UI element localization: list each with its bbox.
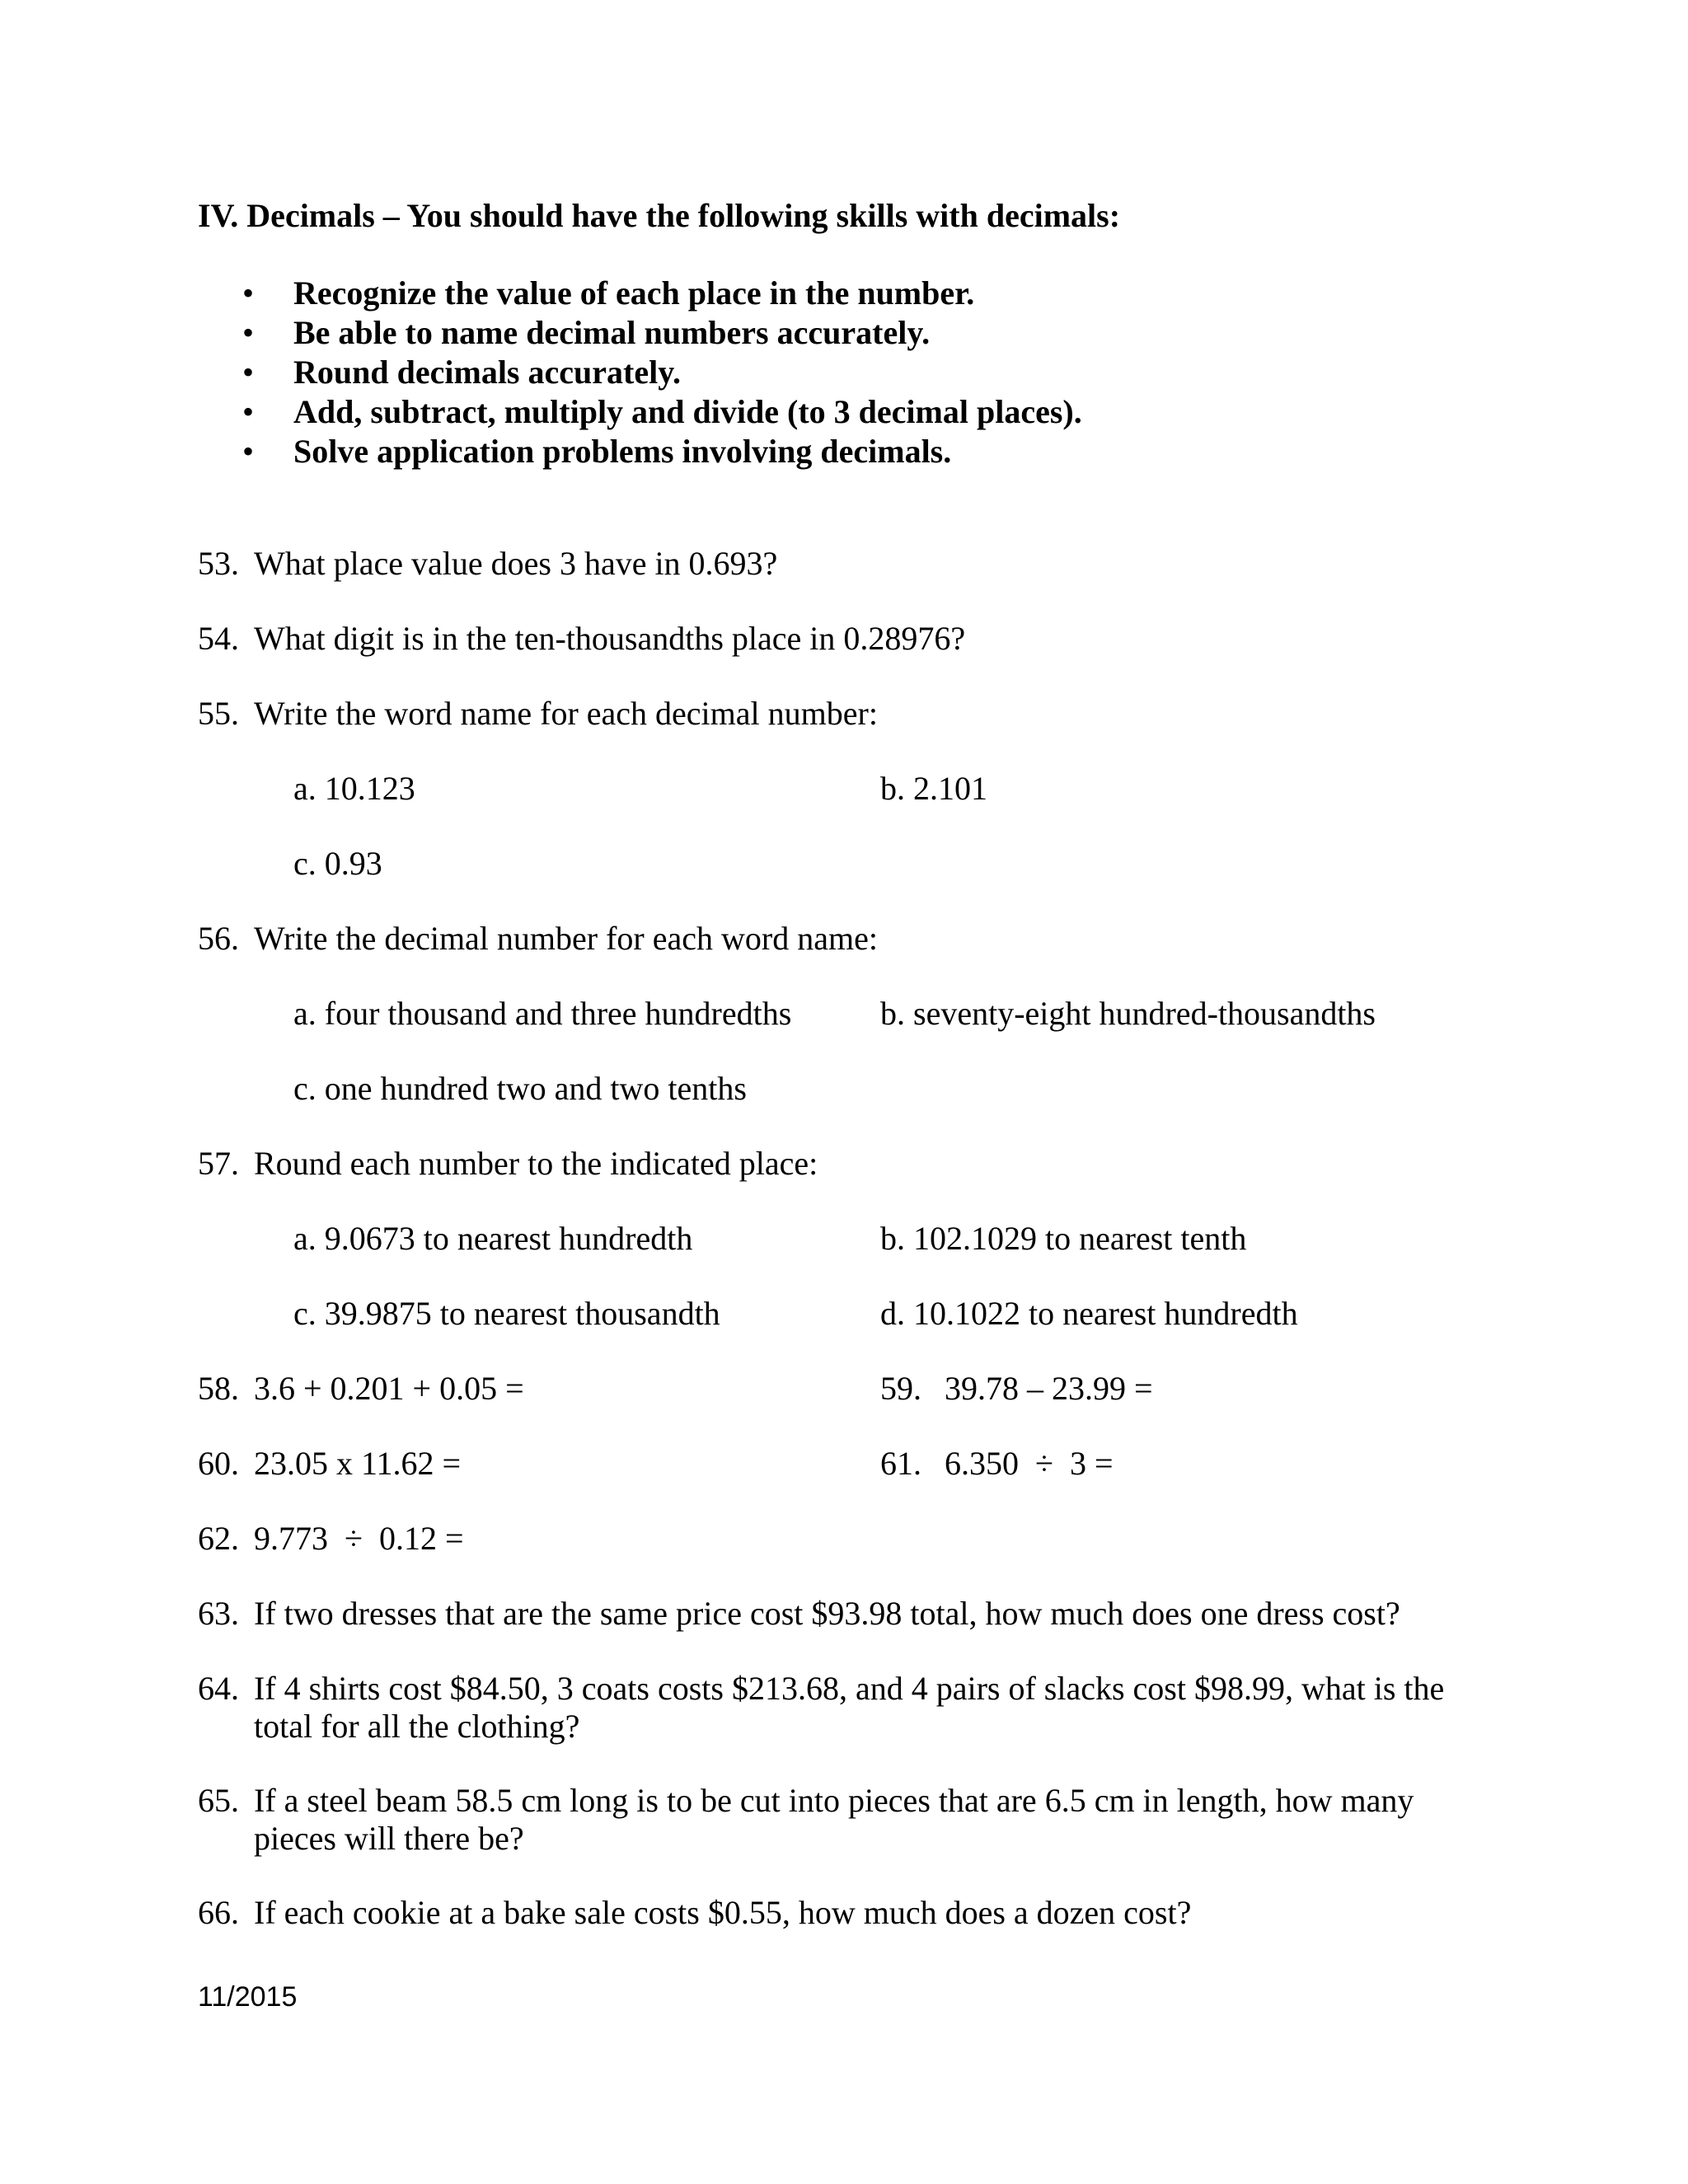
skill-text: Be able to name decimal numbers accurately. <box>293 314 931 351</box>
question-text: If each cookie at a bake sale costs $0.55, how much does a dozen cost? <box>254 1894 1192 1931</box>
question-number: 66. <box>198 1894 239 1931</box>
question-number: 55. <box>198 695 239 732</box>
question-number: 63. <box>198 1595 239 1632</box>
question-text-line-2: pieces will there be? <box>254 1820 524 1857</box>
skill-text: Round decimals accurately. <box>293 354 681 391</box>
question-number: 60. <box>198 1445 239 1482</box>
question-57-part-c: c. 39.9875 to nearest thousandth <box>293 1295 720 1332</box>
question-text-line-1: If 4 shirts cost $84.50, 3 coats costs $213.68, and 4 pairs of slacks cost $98.99, what is the <box>254 1670 1445 1707</box>
bullet-icon: • <box>242 393 255 430</box>
question-text-line-1: If a steel beam 58.5 cm long is to be cut into pieces that are 6.5 cm in length, how many <box>254 1782 1414 1819</box>
question-text: 3.6 + 0.201 + 0.05 = <box>254 1370 524 1407</box>
question-number: 58. <box>198 1370 239 1407</box>
question-55-part-b: b. 2.101 <box>880 770 987 807</box>
question-text: If two dresses that are the same price cost $93.98 total, how much does one dress cost? <box>254 1595 1400 1632</box>
question-text-line-2: total for all the clothing? <box>254 1708 580 1745</box>
bullet-icon: • <box>242 274 255 312</box>
question-text: 39.78 – 23.99 = <box>945 1370 1153 1407</box>
bullet-icon: • <box>242 433 255 470</box>
bullet-icon: • <box>242 354 255 391</box>
question-number: 53. <box>198 545 239 582</box>
question-text: 9.773 ÷ 0.12 = <box>254 1520 464 1557</box>
question-number: 56. <box>198 920 239 957</box>
question-57-part-b: b. 102.1029 to nearest tenth <box>880 1220 1247 1257</box>
skill-text: Solve application problems involving decimals. <box>293 433 952 470</box>
question-number: 64. <box>198 1670 239 1707</box>
question-56-part-b: b. seventy-eight hundred-thousandths <box>880 995 1376 1032</box>
question-text: 6.350 ÷ 3 = <box>945 1445 1114 1482</box>
footer-date: 11/2015 <box>198 1981 298 2013</box>
question-text: Round each number to the indicated place: <box>254 1145 818 1182</box>
section-heading: IV. Decimals – You should have the following skills with decimals: <box>198 197 1121 234</box>
question-text: Write the decimal number for each word name: <box>254 920 878 957</box>
question-number: 62. <box>198 1520 239 1557</box>
question-text: Write the word name for each decimal number: <box>254 695 878 732</box>
question-number: 65. <box>198 1782 239 1819</box>
question-56-part-a: a. four thousand and three hundredths <box>293 995 792 1032</box>
question-number: 61. <box>880 1445 921 1482</box>
question-number: 54. <box>198 620 239 657</box>
question-57-part-d: d. 10.1022 to nearest hundredth <box>880 1295 1298 1332</box>
question-number: 59. <box>880 1370 921 1407</box>
question-text: 23.05 x 11.62 = <box>254 1445 462 1482</box>
question-55-part-a: a. 10.123 <box>293 770 415 807</box>
question-55-part-c: c. 0.93 <box>293 845 382 882</box>
question-57-part-a: a. 9.0673 to nearest hundredth <box>293 1220 693 1257</box>
skill-text: Add, subtract, multiply and divide (to 3 decimal places). <box>293 393 1082 430</box>
skill-text: Recognize the value of each place in the number. <box>293 274 975 312</box>
question-text: What digit is in the ten-thousandths place in 0.28976? <box>254 620 966 657</box>
question-text: What place value does 3 have in 0.693? <box>254 545 778 582</box>
question-56-part-c: c. one hundred two and two tenths <box>293 1070 747 1107</box>
bullet-icon: • <box>242 314 255 351</box>
question-number: 57. <box>198 1145 239 1182</box>
